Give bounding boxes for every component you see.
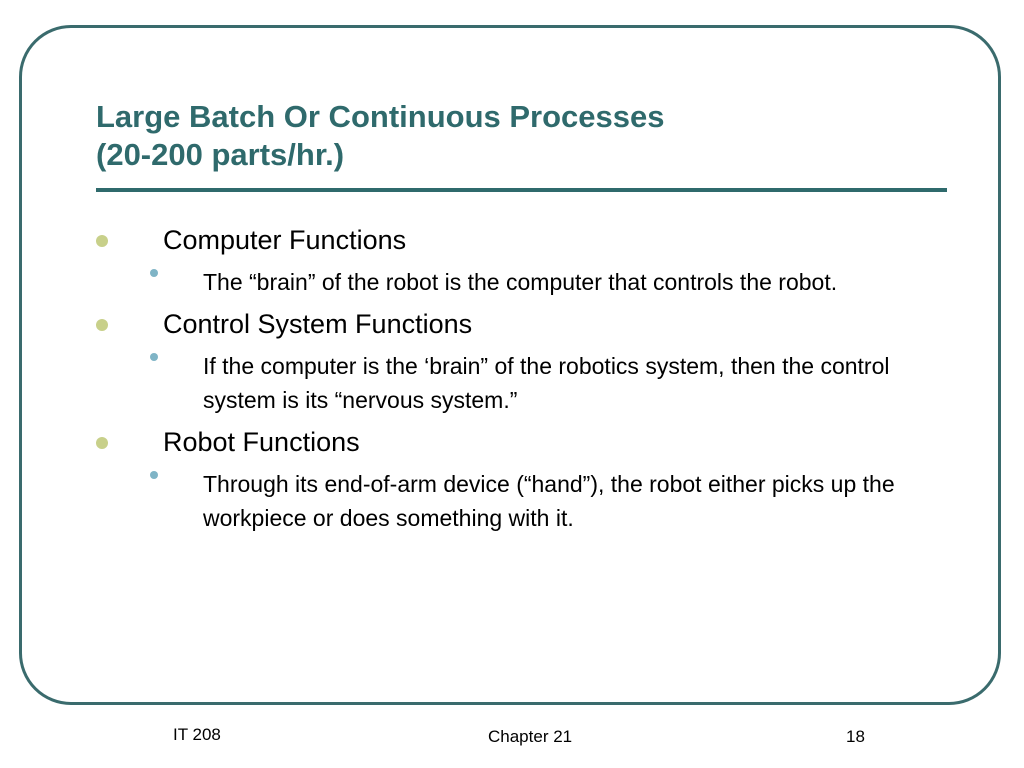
bullet-item-robot-functions [96, 422, 926, 462]
footer-page-number: 18 [846, 727, 865, 746]
footer-chapter: Chapter 21 [488, 727, 573, 746]
sub-bullet-item [96, 349, 926, 417]
sub-bullet-text: Through its end-of-arm device (“hand”), the robot either picks up the workpiece or does something with it. [203, 471, 895, 531]
sub-bullet-dot-icon [150, 353, 158, 361]
footer-course: IT 208 [173, 725, 221, 744]
bullet-item-computer-functions [96, 220, 926, 260]
sub-bullet-text: The “brain” of the robot is the computer that controls the robot. [203, 269, 838, 295]
sub-bullet-dot-icon [150, 269, 158, 277]
bullet-dot-icon [96, 235, 108, 247]
slide-title-line-1: Large Batch Or Continuous Processes [96, 99, 665, 134]
sub-bullet-text: If the computer is the ‘brain” of the robotics system, then the control system is its “nervous system.” [203, 353, 890, 413]
sub-bullet-item [96, 467, 926, 535]
bullet-list [96, 220, 926, 540]
bullet-dot-icon [96, 437, 108, 449]
slide-title-line-2: (20-200 parts/hr.) [96, 137, 345, 172]
title-underline [96, 188, 947, 192]
sub-bullet-dot-icon [150, 471, 158, 479]
slide-title [96, 98, 916, 174]
bullet-item-control-system-functions [96, 304, 926, 344]
sub-bullet-item [96, 265, 926, 299]
bullet-dot-icon [96, 319, 108, 331]
bullet-text: Computer Functions [163, 225, 407, 255]
bullet-text: Robot Functions [163, 427, 360, 457]
bullet-text: Control System Functions [163, 309, 473, 339]
